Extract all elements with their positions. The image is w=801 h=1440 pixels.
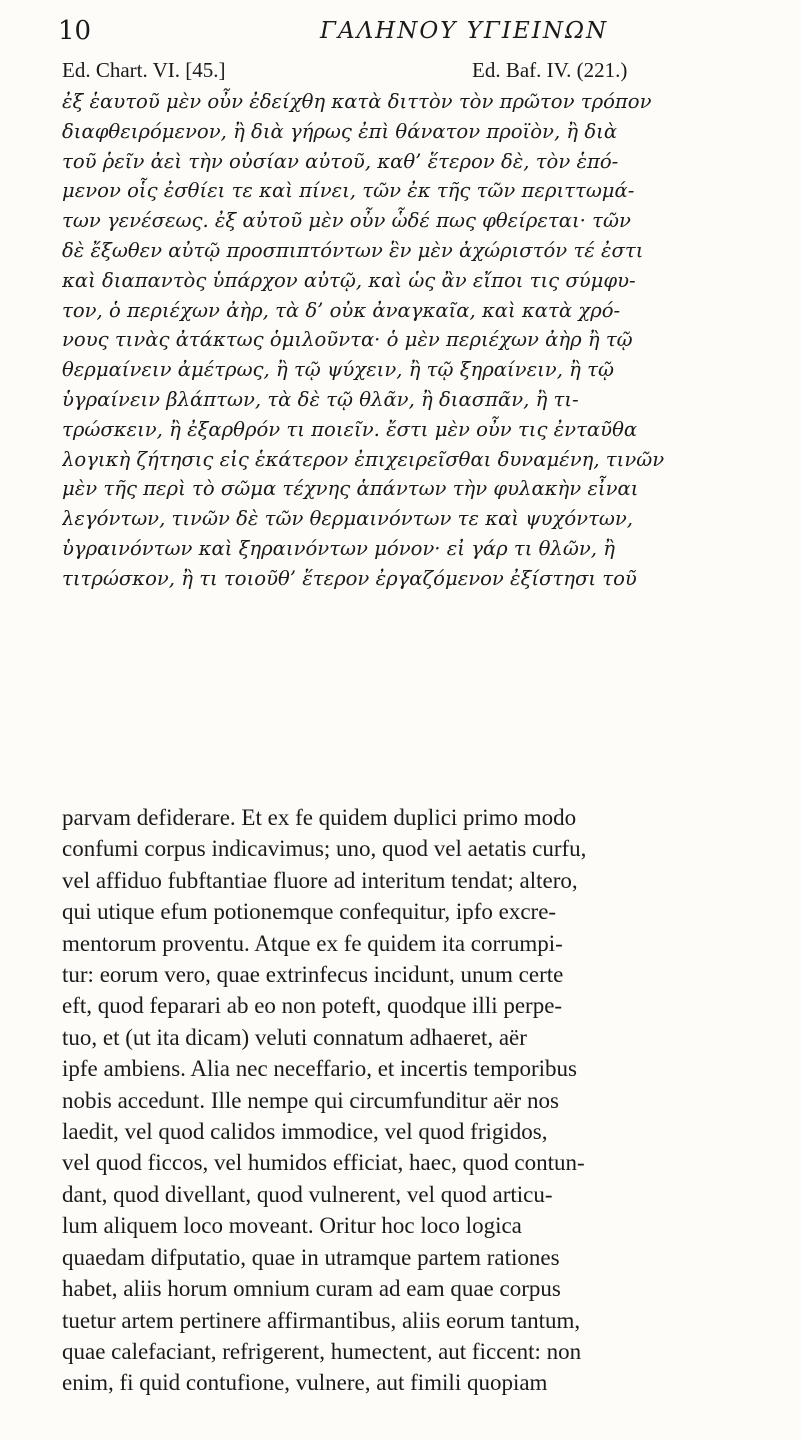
greek-text-line: ὑγραίνειν βλάπτων, τὰ δὲ τῷ θλᾶν, ἢ διασπᾶν, ἢ τι- (62, 387, 579, 411)
latin-text-line: ipfe ambiens. Alia nec neceffario, et incertis temporibus (62, 1056, 577, 1082)
greek-text-line: τιτρώσκον, ἢ τι τοιοῦθ’ ἕτερον ἐργαζόμενον ἐξίστησι τοῦ (62, 566, 637, 590)
greek-text-line: νους τινὰς ἀτάκτως ὁμιλοῦντα· ὁ μὲν περιέχων ἀὴρ ἢ τῷ (62, 328, 633, 352)
latin-text-line: quaedam difputatio, quae in utramque partem rationes (62, 1244, 560, 1270)
greek-text-line: διαφθειρόμενον, ἢ διὰ γήρως ἐπὶ θάνατον προϊὸν, ἢ διὰ (62, 119, 618, 143)
edition-references (62, 58, 752, 86)
greek-text-line: δὲ ἔξωθεν αὐτῷ προσπιπτόντων ἓν μὲν ἀχώριστόν τέ ἐστι (62, 238, 644, 262)
latin-text-line: vel quod ficcos, vel humidos efficiat, haec, quod contun- (62, 1150, 585, 1176)
page-header (58, 14, 758, 54)
greek-text-line: των γενέσεως. ἐξ αὐτοῦ μὲν οὖν ὧδέ πως φθείρεται· τῶν (62, 209, 631, 233)
latin-text-line: quae calefaciant, refrigerent, humectent, aut ficcent: non (62, 1338, 582, 1364)
greek-text-line: τρώσκειν, ἢ ἐξαρθρόν τι ποιεῖν. ἔστι μὲν οὖν τις ἐνταῦθα (62, 417, 638, 441)
latin-text-line: vel affiduo fubftantiae fluore ad interitum tendat; altero, (62, 867, 578, 893)
greek-text-line: ἐξ ἑαυτοῦ μὲν οὖν ἐδείχθη κατὰ διττὸν τὸν πρῶτον τρόπον (62, 90, 652, 113)
latin-text-line: enim, fi quid contufione, vulnere, aut fimili quopiam (62, 1370, 548, 1396)
latin-text-block (62, 802, 752, 1399)
greek-text-line: λεγόντων, τινῶν δὲ τῶν θερμαινόντων τε καὶ ψυχόντων, (62, 507, 634, 531)
greek-text-line: θερμαίνειν ἀμέτρως, ἢ τῷ ψύχειν, ἢ τῷ ξηραίνειν, ἢ τῷ (62, 358, 614, 382)
latin-text-line: mentorum proventu. Atque ex fe quidem ita corrumpi- (62, 930, 563, 956)
latin-text-line: nobis accedunt. Ille nempe qui circumfunditur aër nos (62, 1087, 559, 1113)
greek-text-block (62, 87, 752, 594)
page-number: 10 (58, 16, 92, 46)
latin-text-line: laedit, vel quod calidos immodice, vel quod frigidos, (62, 1119, 548, 1145)
greek-text-line: τον, ὁ περιέχων ἀὴρ, τὰ δ’ οὐκ ἀναγκαῖα, καὶ κατὰ χρό- (62, 298, 621, 322)
latin-text-line: tuo, et (ut ita dicam) veluti connatum adhaeret, aër (62, 1024, 527, 1050)
latin-text-line: confumi corpus indicavimus; uno, quod vel aetatis curfu, (62, 836, 587, 862)
edition-reference-basel: Ed. Baf. IV. (221.) (472, 58, 628, 82)
edition-reference-chartier: Ed. Chart. VI. [45.] (62, 58, 226, 82)
latin-text-line: tur: eorum vero, quae extrinfecus incidunt, unum certe (62, 962, 564, 988)
running-title: ΓΑΛΗΝΟΥ ΥΓΙΕΙΝΩΝ (320, 18, 609, 44)
latin-text-line: tuetur artem pertinere affirmantibus, aliis eorum tantum, (62, 1307, 581, 1333)
greek-text-line: λογικὴ ζήτησις εἰς ἑκάτερον ἐπιχειρεῖσθαι δυναμένη, τινῶν (62, 447, 665, 471)
latin-text-line: parvam defiderare. Et ex fe quidem duplici primo modo (62, 805, 577, 830)
latin-text-line: lum aliquem loco moveant. Oritur hoc loco logica (62, 1213, 522, 1239)
greek-text-line: ὑγραινόντων καὶ ξηραινόντων μόνον· εἰ γάρ τι θλῶν, ἢ (62, 536, 615, 560)
greek-text-line: καὶ διαπαντὸς ὑπάρχον αὐτῷ, καὶ ὡς ἂν εἴποι τις σύμφυ- (62, 268, 636, 292)
greek-text-line: μὲν τῆς περὶ τὸ σῶμα τέχνης ἁπάντων τὴν φυλακὴν εἶναι (62, 477, 639, 501)
latin-text-line: habet, aliis horum omnium curam ad eam quae corpus (62, 1276, 561, 1302)
greek-text-line: τοῦ ῥεῖν ἀεὶ τὴν οὐσίαν αὐτοῦ, καθ’ ἕτερον δὲ, τὸν ἑπό- (62, 149, 619, 173)
greek-text-line: μενον οἷς ἐσθίει τε καὶ πίνει, τῶν ἐκ τῆς τῶν περιττωμά- (62, 179, 635, 203)
latin-text-line: eft, quod feparari ab eo non poteft, quodque illi perpe- (62, 993, 563, 1019)
latin-text-line: qui utique efum potionemque confequitur, ipfo excre- (62, 899, 557, 925)
latin-text-line: dant, quod divellant, quod vulnerent, vel quod articu- (62, 1181, 553, 1207)
